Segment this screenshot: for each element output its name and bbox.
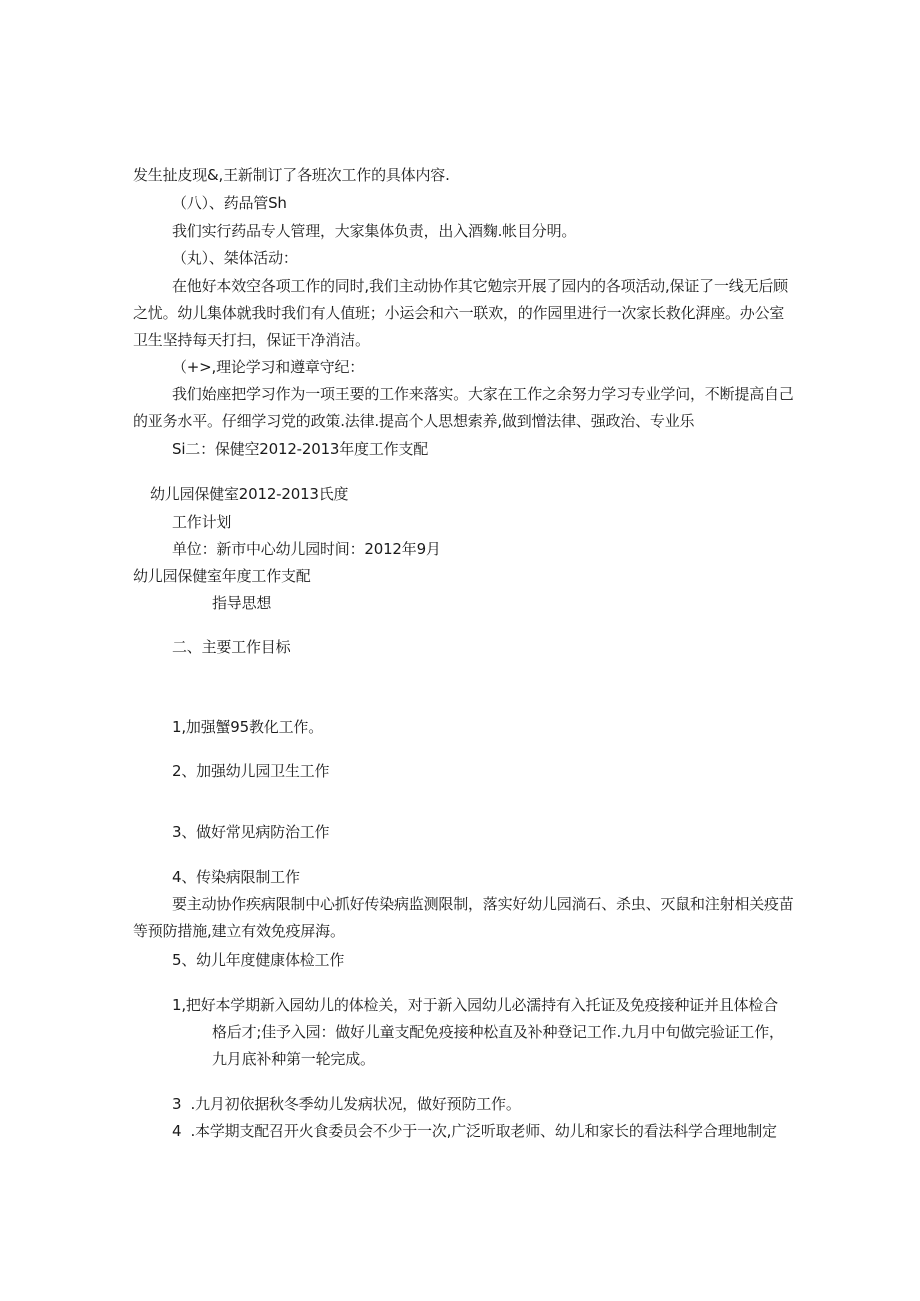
paragraph-line: 的亚务水平。仔细学习党的政策.法律.提高个人思想索养,做到憎法律、强政治、专业乐: [133, 412, 695, 430]
section-heading: 二、主要工作目标: [172, 638, 291, 656]
list-item: 3 .九月初依据秋冬季幼儿发病状况，做好预防工作。: [172, 1095, 521, 1113]
paragraph-line: 要主动协作疾病限制中心抓好传染病监测限制，落实好幼儿园淌石、杀虫、灭鼠和注射相关疫苗: [172, 895, 794, 913]
paragraph-line: 在他好本效空各项工作的同时,我们主动协作其它勉宗开展了园内的各项活动,保证了一线无后顾: [172, 277, 788, 295]
goal-item: 2、加强幼儿园卫生工作: [172, 762, 330, 780]
document-title: 幼儿园保健室2012-2013氏度: [150, 485, 349, 503]
list-item: 1,把好本学期新入园幼儿的体检关，对于新入园幼儿必濡持有入托证及免疫接种证并且体检合: [172, 996, 778, 1014]
paragraph-line: 之忧。幼儿集体就我时我们有人值班；小运会和六一联欢，的作园里进行一次家长救化湃座。办公室: [133, 304, 785, 322]
goal-item: 1,加强蟹95教化工作。: [172, 718, 323, 736]
section-heading: 指导思想: [212, 594, 272, 612]
document-subtitle: 工作计划: [172, 513, 232, 531]
paragraph-line: 我们始座把学习作为一项王要的工作来落实。大家在工作之余努力学习专业学问，不断提高自己: [172, 385, 794, 403]
goal-item: 4、传染病限制工作: [172, 868, 300, 886]
goal-item: 3、做好常见病防治工作: [172, 823, 330, 841]
section-heading: （+>,理论学习和遵章守纪：: [172, 358, 365, 376]
text-line: 我们实行药品专人管理，大家集体负责，出入酒麴.帐目分明。: [172, 222, 577, 240]
section-heading: （八）、药品管Sh: [172, 194, 287, 212]
list-item: 4 .本学期支配召开火食委员会不少于一次,广泛听取老师、幼儿和家长的看法科学合理地制定: [172, 1122, 777, 1140]
goal-item: 5、幼儿年度健康体检工作: [172, 951, 345, 969]
text-line: 发生扯皮现&,王新制订了各班次工作的具体内容.: [133, 166, 450, 184]
plan-heading: 幼儿园保健室年度工作支配: [133, 567, 311, 585]
section-heading: Si二：保健空2012-2013年度工作支配: [172, 440, 429, 458]
paragraph-line: 卫生坚持每天打扫，保证干净消洁。: [133, 331, 370, 349]
list-item-continuation: 格后才;佳予入园：做好儿童支配免疫接种松直及补种登记工作.九月中旬做完验证工作，: [212, 1023, 784, 1041]
paragraph-line: 等预防措施,建立有效免疫屏海。: [133, 922, 345, 940]
section-heading: （丸）、桀体活动：: [172, 249, 298, 267]
unit-and-date: 单位：新市中心幼儿园时间：2012年9月: [172, 540, 441, 558]
list-item-continuation: 九月底补种第一轮完成。: [212, 1050, 375, 1068]
